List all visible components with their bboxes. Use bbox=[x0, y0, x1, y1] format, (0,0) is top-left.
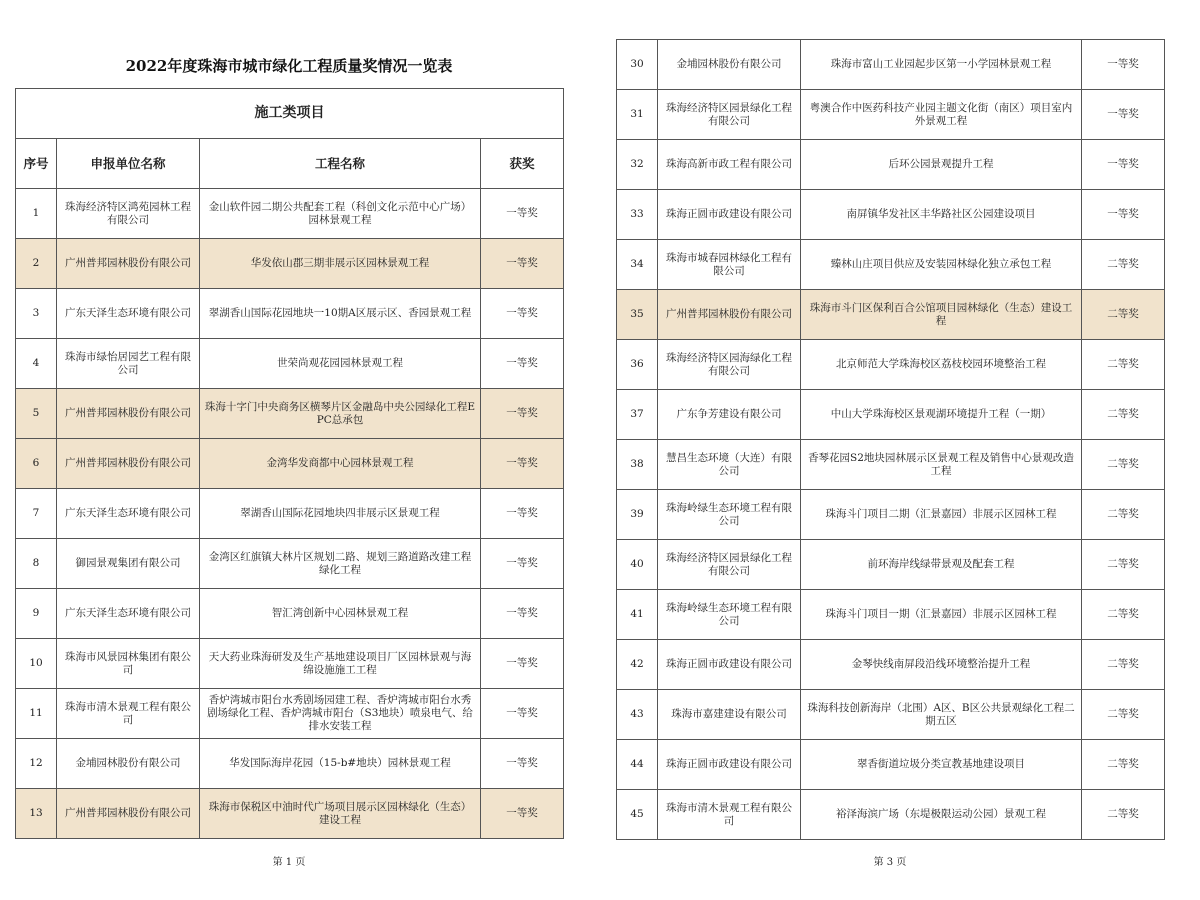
award-cell: 一等奖 bbox=[481, 439, 564, 489]
award-cell: 一等奖 bbox=[481, 639, 564, 689]
award-cell: 一等奖 bbox=[481, 339, 564, 389]
company-name-cell: 广东天泽生态环境有限公司 bbox=[57, 289, 200, 339]
table-row bbox=[617, 190, 1165, 240]
award-cell: 一等奖 bbox=[481, 239, 564, 289]
company-name-cell: 珠海正圆市政建设有限公司 bbox=[658, 740, 801, 790]
table-header-row bbox=[16, 139, 564, 189]
project-name-cell: 金湾区红旗镇大林片区规划二路、规划三路道路改建工程绿化工程 bbox=[200, 539, 481, 589]
table-row bbox=[16, 539, 564, 589]
row-number-cell: 34 bbox=[617, 240, 658, 290]
row-number-cell: 12 bbox=[16, 739, 57, 789]
header-no: 序号 bbox=[16, 139, 57, 189]
row-number-cell: 9 bbox=[16, 589, 57, 639]
company-name-cell: 珠海经济特区园海绿化工程有限公司 bbox=[658, 340, 801, 390]
company-name-cell: 珠海岭绿生态环境工程有限公司 bbox=[658, 490, 801, 540]
project-name-cell: 金山软件园二期公共配套工程（科创文化示范中心广场）园林景观工程 bbox=[200, 189, 481, 239]
table-row bbox=[16, 439, 564, 489]
award-cell: 一等奖 bbox=[1082, 90, 1165, 140]
company-name-cell: 珠海市风景园林集团有限公司 bbox=[57, 639, 200, 689]
company-name-cell: 珠海正圆市政建设有限公司 bbox=[658, 640, 801, 690]
company-name-cell: 珠海高新市政工程有限公司 bbox=[658, 140, 801, 190]
project-name-cell: 珠海市富山工业园起步区第一小学园林景观工程 bbox=[801, 40, 1082, 90]
project-name-cell: 翠湖香山国际花园地块一10期A区展示区、香园景观工程 bbox=[200, 289, 481, 339]
project-name-cell: 华发国际海岸花园（15-b#地块）园林景观工程 bbox=[200, 739, 481, 789]
table-row bbox=[16, 689, 564, 739]
row-number-cell: 44 bbox=[617, 740, 658, 790]
award-cell: 一等奖 bbox=[481, 489, 564, 539]
project-name-cell: 中山大学珠海校区景观湖环境提升工程（一期） bbox=[801, 390, 1082, 440]
table-row bbox=[617, 290, 1165, 340]
company-name-cell: 珠海市嘉建建设有限公司 bbox=[658, 690, 801, 740]
award-cell: 二等奖 bbox=[1082, 290, 1165, 340]
table-row bbox=[617, 590, 1165, 640]
award-cell: 二等奖 bbox=[1082, 690, 1165, 740]
awards-table-page-1 bbox=[15, 88, 564, 839]
award-cell: 一等奖 bbox=[481, 789, 564, 839]
table-row bbox=[617, 340, 1165, 390]
company-name-cell: 广州普邦园林股份有限公司 bbox=[658, 290, 801, 340]
company-name-cell: 广州普邦园林股份有限公司 bbox=[57, 239, 200, 289]
row-number-cell: 30 bbox=[617, 40, 658, 90]
project-name-cell: 金湾华发商都中心园林景观工程 bbox=[200, 439, 481, 489]
row-number-cell: 3 bbox=[16, 289, 57, 339]
company-name-cell: 珠海岭绿生态环境工程有限公司 bbox=[658, 590, 801, 640]
award-cell: 一等奖 bbox=[1082, 190, 1165, 240]
award-cell: 一等奖 bbox=[1082, 40, 1165, 90]
project-name-cell: 后环公园景观提升工程 bbox=[801, 140, 1082, 190]
table-row bbox=[16, 389, 564, 439]
project-name-cell: 香琴花园S2地块园林展示区景观工程及销售中心景观改造工程 bbox=[801, 440, 1082, 490]
row-number-cell: 35 bbox=[617, 290, 658, 340]
award-cell: 二等奖 bbox=[1082, 740, 1165, 790]
company-name-cell: 珠海市清木景观工程有限公司 bbox=[658, 790, 801, 840]
table-row bbox=[16, 339, 564, 389]
company-name-cell: 御园景观集团有限公司 bbox=[57, 539, 200, 589]
table-row bbox=[16, 189, 564, 239]
table-row bbox=[16, 739, 564, 789]
table-row bbox=[617, 740, 1165, 790]
award-cell: 一等奖 bbox=[481, 589, 564, 639]
award-cell: 二等奖 bbox=[1082, 440, 1165, 490]
table-row bbox=[617, 540, 1165, 590]
row-number-cell: 36 bbox=[617, 340, 658, 390]
award-cell: 二等奖 bbox=[1082, 640, 1165, 690]
row-number-cell: 1 bbox=[16, 189, 57, 239]
row-number-cell: 37 bbox=[617, 390, 658, 440]
project-name-cell: 珠海斗门项目一期（汇景嘉园）非展示区园林工程 bbox=[801, 590, 1082, 640]
project-name-cell: 翠湖香山国际花园地块四非展示区景观工程 bbox=[200, 489, 481, 539]
project-name-cell: 南屏镇华发社区丰华路社区公园建设项目 bbox=[801, 190, 1082, 240]
company-name-cell: 慧昌生态环境（大连）有限公司 bbox=[658, 440, 801, 490]
company-name-cell: 广州普邦园林股份有限公司 bbox=[57, 789, 200, 839]
project-name-cell: 天大药业珠海研发及生产基地建设项目厂区园林景观与海绵设施施工工程 bbox=[200, 639, 481, 689]
company-name-cell: 广东天泽生态环境有限公司 bbox=[57, 489, 200, 539]
award-cell: 二等奖 bbox=[1082, 490, 1165, 540]
table-row bbox=[16, 489, 564, 539]
row-number-cell: 6 bbox=[16, 439, 57, 489]
award-cell: 二等奖 bbox=[1082, 240, 1165, 290]
company-name-cell: 珠海经济特区园景绿化工程有限公司 bbox=[658, 90, 801, 140]
project-name-cell: 珠海市保税区中油时代广场项目展示区园林绿化（生态）建设工程 bbox=[200, 789, 481, 839]
row-number-cell: 4 bbox=[16, 339, 57, 389]
table-row bbox=[617, 140, 1165, 190]
company-name-cell: 珠海经济特区鸿苑园林工程有限公司 bbox=[57, 189, 200, 239]
award-cell: 一等奖 bbox=[481, 689, 564, 739]
table-row bbox=[16, 289, 564, 339]
project-name-cell: 珠海市斗门区保利百合公馆项目园林绿化（生态）建设工程 bbox=[801, 290, 1082, 340]
company-name-cell: 广东天泽生态环境有限公司 bbox=[57, 589, 200, 639]
award-cell: 一等奖 bbox=[481, 389, 564, 439]
award-cell: 一等奖 bbox=[1082, 140, 1165, 190]
row-number-cell: 7 bbox=[16, 489, 57, 539]
company-name-cell: 珠海市清木景观工程有限公司 bbox=[57, 689, 200, 739]
project-name-cell: 珠海十字门中央商务区横琴片区金融岛中央公园绿化工程EPC总承包 bbox=[200, 389, 481, 439]
table-row bbox=[617, 390, 1165, 440]
row-number-cell: 5 bbox=[16, 389, 57, 439]
project-name-cell: 智汇湾创新中心园林景观工程 bbox=[200, 589, 481, 639]
award-cell: 二等奖 bbox=[1082, 790, 1165, 840]
project-name-cell: 华发依山郡三期非展示区园林景观工程 bbox=[200, 239, 481, 289]
page-number: 第 1 页 bbox=[272, 857, 306, 868]
awards-table-page-3 bbox=[616, 39, 1165, 840]
table-row bbox=[617, 440, 1165, 490]
company-name-cell: 金埔园林股份有限公司 bbox=[658, 40, 801, 90]
header-company: 申报单位名称 bbox=[57, 139, 200, 189]
header-project: 工程名称 bbox=[200, 139, 481, 189]
table-row bbox=[617, 40, 1165, 90]
header-award: 获奖 bbox=[481, 139, 564, 189]
company-name-cell: 广州普邦园林股份有限公司 bbox=[57, 439, 200, 489]
project-name-cell: 珠海斗门项目二期（汇景嘉园）非展示区园林工程 bbox=[801, 490, 1082, 540]
table-row bbox=[617, 690, 1165, 740]
document-title: 2022年度珠海市城市绿化工程质量奖情况一览表 bbox=[125, 57, 453, 75]
award-cell: 一等奖 bbox=[481, 539, 564, 589]
award-cell: 二等奖 bbox=[1082, 590, 1165, 640]
table-row bbox=[16, 589, 564, 639]
company-name-cell: 珠海经济特区园景绿化工程有限公司 bbox=[658, 540, 801, 590]
row-number-cell: 8 bbox=[16, 539, 57, 589]
table-row bbox=[617, 240, 1165, 290]
award-cell: 一等奖 bbox=[481, 289, 564, 339]
award-cell: 二等奖 bbox=[1082, 340, 1165, 390]
project-name-cell: 臻林山庄项目供应及安装园林绿化独立承包工程 bbox=[801, 240, 1082, 290]
project-name-cell: 粤澳合作中医药科技产业园主题文化街（南区）项目室内外景观工程 bbox=[801, 90, 1082, 140]
company-name-cell: 金埔园林股份有限公司 bbox=[57, 739, 200, 789]
project-name-cell: 北京师范大学珠海校区荔枝校园环境整治工程 bbox=[801, 340, 1082, 390]
row-number-cell: 32 bbox=[617, 140, 658, 190]
award-cell: 一等奖 bbox=[481, 189, 564, 239]
company-name-cell: 珠海正圆市政建设有限公司 bbox=[658, 190, 801, 240]
table-row bbox=[617, 490, 1165, 540]
project-name-cell: 珠海科技创新海岸（北围）A区、B区公共景观绿化工程二期五区 bbox=[801, 690, 1082, 740]
award-cell: 二等奖 bbox=[1082, 390, 1165, 440]
project-name-cell: 裕泽海滨广场（东堤极限运动公园）景观工程 bbox=[801, 790, 1082, 840]
project-name-cell: 世荣尚观花园园林景观工程 bbox=[200, 339, 481, 389]
row-number-cell: 43 bbox=[617, 690, 658, 740]
project-name-cell: 前环海岸线绿带景观及配套工程 bbox=[801, 540, 1082, 590]
row-number-cell: 39 bbox=[617, 490, 658, 540]
row-number-cell: 42 bbox=[617, 640, 658, 690]
row-number-cell: 13 bbox=[16, 789, 57, 839]
company-name-cell: 广州普邦园林股份有限公司 bbox=[57, 389, 200, 439]
row-number-cell: 31 bbox=[617, 90, 658, 140]
project-name-cell: 香炉湾城市阳台水秀剧场园建工程、香炉湾城市阳台水秀剧场绿化工程、香炉湾城市阳台（S3地块）喷泉电气、给排水安装工程 bbox=[200, 689, 481, 739]
company-name-cell: 珠海市绿怡居园艺工程有限公司 bbox=[57, 339, 200, 389]
row-number-cell: 11 bbox=[16, 689, 57, 739]
table-row bbox=[617, 90, 1165, 140]
page-number: 第 3 页 bbox=[873, 857, 907, 868]
table-row bbox=[617, 640, 1165, 690]
row-number-cell: 41 bbox=[617, 590, 658, 640]
row-number-cell: 40 bbox=[617, 540, 658, 590]
row-number-cell: 10 bbox=[16, 639, 57, 689]
project-name-cell: 金琴快线南屏段沿线环境整治提升工程 bbox=[801, 640, 1082, 690]
row-number-cell: 33 bbox=[617, 190, 658, 240]
table-row bbox=[16, 789, 564, 839]
project-name-cell: 翠香街道垃圾分类宣教基地建设项目 bbox=[801, 740, 1082, 790]
award-cell: 二等奖 bbox=[1082, 540, 1165, 590]
company-name-cell: 广东争芳建设有限公司 bbox=[658, 390, 801, 440]
award-cell: 一等奖 bbox=[481, 739, 564, 789]
table-row bbox=[617, 790, 1165, 840]
table-row bbox=[16, 239, 564, 289]
row-number-cell: 45 bbox=[617, 790, 658, 840]
row-number-cell: 2 bbox=[16, 239, 57, 289]
section-title: 施工类项目 bbox=[16, 89, 564, 139]
company-name-cell: 珠海市城春园林绿化工程有限公司 bbox=[658, 240, 801, 290]
table-row bbox=[16, 639, 564, 689]
row-number-cell: 38 bbox=[617, 440, 658, 490]
